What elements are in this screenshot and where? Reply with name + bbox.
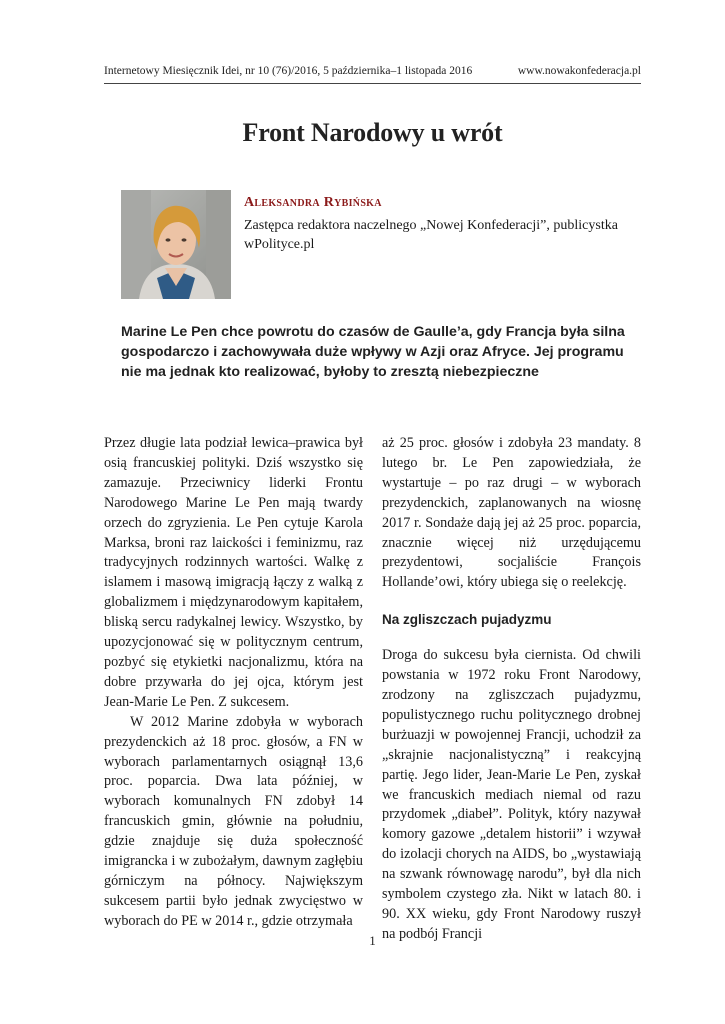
- section-heading: Na zgliszczach pujadyzmu: [382, 612, 552, 628]
- paragraph-elections: W 2012 Marine zdobyła w wyborach prezydenckich aż 18 proc. głosów, a FN w wyborach parlamentarnych osiągnął 13,6 proc. poparcia. Dwa lata później, w wyborach komunalnych FN zdobył 14 francuskich gmin, głównie na południu, gdzie znajduje się duża społeczność imigrancka i w zubożałym, dawnym zagłębiu górniczym na północy. Największym sukcesem partii było jednak zwycięstwo w wyborach do PE w 2014 r., gdzie otrzymała: [104, 713, 363, 929]
- paragraph-history: Droga do sukcesu była ciernista. Od chwili powstania w 1972 roku Front Narodowy, zrodzony na zgliszczach pujadyzmu, populistycznego ruchu politycznego drobnej burżuazji w powojennej Francji, uchodził za „skrajnie nacjonalistyczną” i reakcyjną partię. Jego lider, Jean-Marie Le Pen, zyskał we francuskich mediach niemal od razu przydomek „diabeł”. Polityk, który nazywał komory gazowe „detalem historii” i wzywał do izolacji chorych na AIDS, bo „wystawiają na szwank równowagę narodu”, był dla nich symbolem czystego zła. Nikt w latach 80. i 90. XX wieku, gdy Front Narodowy ruszył na podbój Francji: [382, 647, 641, 942]
- body-column-right: [382, 434, 641, 945]
- author-block: [244, 195, 624, 254]
- journal-info: Internetowy Miesięcznik Idei, nr 10 (76)/2016, 5 października–1 listopada 2016: [104, 65, 473, 77]
- paragraph-elections-continued: aż 25 proc. głosów i zdobyła 23 mandaty. 8 lutego br. Le Pen zapowiedziała, że wystartuje – po raz drugi – w wyborach prezydenckich, zaplanowanych na wiosnę 2017 r. Sondaże dają jej aż 25 proc. poparcia, znacznie więcej niż urzędującemu prezydentowi, socjaliście François Hollande’owi, który ubiega się o reelekcję.: [382, 435, 641, 591]
- running-header: [104, 65, 641, 77]
- article-title: Front Narodowy u wrót: [242, 118, 503, 147]
- page-number: 1: [369, 933, 376, 948]
- site-url[interactable]: www.nowakonfederacja.pl: [517, 65, 641, 77]
- author-bio: Zastępca redaktora naczelnego „Nowej Konfederacji”, publicystka wPolityce.pl: [244, 218, 618, 252]
- body-column-left: [104, 434, 363, 932]
- header-divider: [104, 83, 641, 84]
- paragraph-intro: Przez długie lata podział lewica–prawica był osią francuskiej polityki. Dziś wszystko się zamazuje. Przeciwnicy liderki Frontu Narodowego Marine Le Pen mają twardy orzech do zgryzienia. Le Pen cytuje Karola Marksa, broni raz laickości i feminizmu, raz tradycyjnych rodzinnych wartości. Walkę z islamem i masową imigracją łączy z walką z globalizmem i międzynarodowym kapitałem, bliską sercu radykalnej lewicy. Wszystko, by upozycjonować się w politycznym centrum, pozbyć się etykietki nacjonalizmu, która na dobre przywarła do jej ojca, którym jest Jean-Marie Le Pen. Z sukcesem.: [104, 435, 363, 710]
- author-name: Aleksandra Rybińska: [244, 195, 382, 210]
- article-lead: Marine Le Pen chce powrotu do czasów de Gaulle’a, gdy Francja była silna gospodarczo i zachowywała duże wpływy w Azji oraz Afryce. Jej programu nie ma jednak kto realizować, byłoby to zresztą niebezpieczne: [121, 324, 625, 380]
- author-photo: [121, 190, 231, 299]
